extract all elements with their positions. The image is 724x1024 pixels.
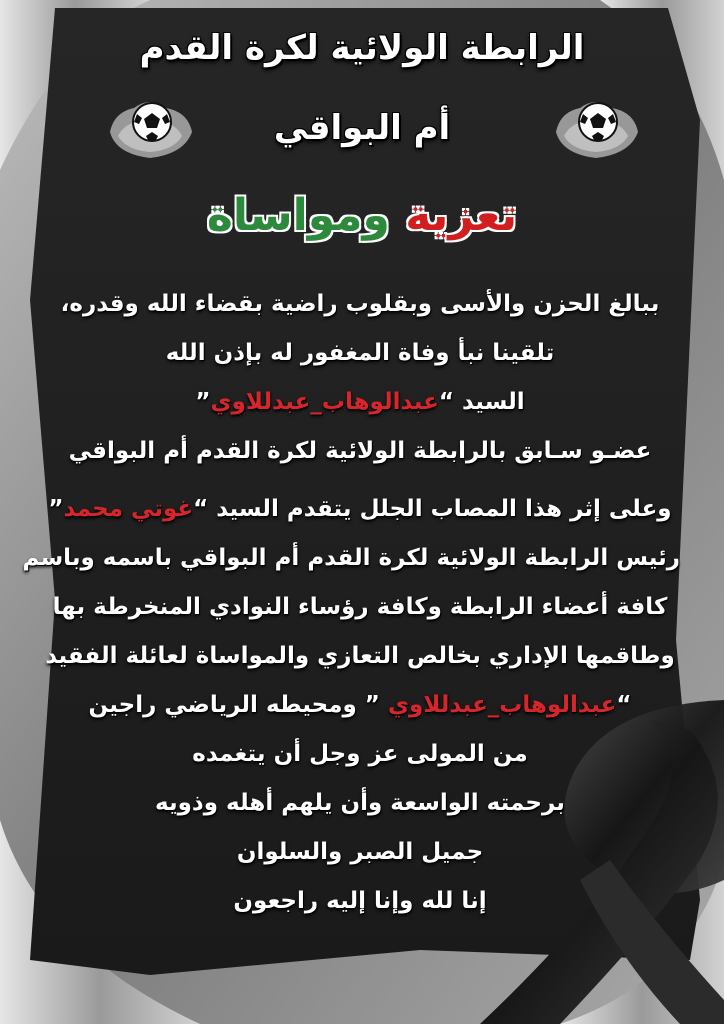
message-line: تلقينا نبأ وفاة المغفور له بإذن الله bbox=[165, 340, 555, 366]
message-line bbox=[40, 378, 680, 427]
deceased-name: عبدالوهاب_عبدللاوي bbox=[210, 389, 439, 415]
message-line: جميل الصبر والسلوان bbox=[236, 839, 484, 865]
city-title: أم البواقي bbox=[273, 108, 451, 148]
message-fragment: السيد “ bbox=[438, 389, 525, 415]
league-title: الرابطة الولائية لكرة القدم bbox=[139, 28, 585, 68]
message-line bbox=[40, 681, 680, 730]
headline-word-2: ومواساة bbox=[206, 190, 390, 241]
message-fragment: ” bbox=[195, 389, 211, 415]
message-line: برحمته الواسعة وأن يلهم أهله وذويه bbox=[155, 790, 565, 816]
message-line: عضـو سـابق بالرابطة الولائية لكرة القدم أم البواقي bbox=[68, 438, 652, 464]
deceased-name: عبدالوهاب_عبدللاوي bbox=[387, 692, 617, 718]
message-line: رئيس الرابطة الولائية لكرة القدم أم البواقي باسمه وباسم bbox=[22, 545, 680, 571]
message-fragment: ” bbox=[48, 496, 64, 522]
headline-word-1: تعزية bbox=[405, 190, 518, 241]
president-name: غوتي محمد bbox=[63, 496, 194, 522]
message-fragment: “ bbox=[616, 692, 632, 718]
condolence-paragraph-2 bbox=[22, 485, 680, 926]
condolence-paragraph-1 bbox=[40, 280, 680, 476]
message-line: وطاقمها الإداري بخالص التعازي والمواساة لعائلة الفقيد bbox=[45, 643, 675, 669]
message-line: من المولى عز وجل أن يتغمده bbox=[192, 741, 528, 767]
condolence-headline bbox=[0, 190, 724, 241]
message-line: كافة أعضاء الرابطة وكافة رؤساء النوادي المنخرطة بها bbox=[52, 594, 668, 620]
message-line bbox=[40, 485, 680, 534]
message-fragment: ” ومحيطه الرياضي راجين bbox=[88, 692, 388, 718]
message-line: إنا لله وإنا إليه راجعون bbox=[233, 888, 487, 914]
message-line: ببالغ الحزن والأسى وبقلوب راضية بقضاء الله وقدره، bbox=[60, 291, 660, 317]
message-fragment: وعلى إثر هذا المصاب الجلل يتقدم السيد “ bbox=[193, 496, 672, 522]
